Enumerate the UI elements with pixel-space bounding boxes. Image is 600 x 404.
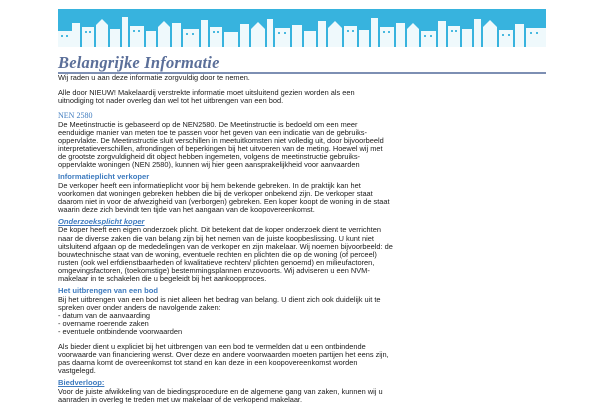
onderzoek-line: makelaar in te schakelen die u begeleidt bij het aankoopproces. (58, 274, 267, 283)
bod-list (58, 312, 546, 336)
section-heading-informatieplicht: Informatieplicht verkoper (58, 172, 150, 182)
section-heading-onderzoeksplicht: Onderzoeksplicht koper (58, 217, 145, 227)
intro-text: Wij raden u aan deze informatie zorgvuldig door te nemen. (58, 73, 250, 82)
section-heading-biedverloop: Biedverloop: (58, 378, 105, 388)
onderzoek-line: omgevingsfactoren, (toekomstige) bestemmingsplannen enzovoorts. Wij adviseren u een NVM- (58, 265, 370, 275)
nen-line: oppervlakte. De Meetinstructie sluit verschillen in meetuitkomsten niet volledig uit, door bijvoorbeeld (58, 135, 384, 145)
info-line: voorkomen dat woningen gebreken hebben die bij de verkoper onbekend zijn. De verkoper staat (58, 188, 373, 198)
nen-line: eenduidige manier van meten toe te passen voor het geven van een indicatie van de gebruiks- (58, 127, 367, 137)
bod-line: vastgelegd. (58, 366, 96, 376)
onderzoek-line: De koper heeft een eigen onderzoek plicht. Dit betekent dat de koper onderzoek dient te verrichten (58, 225, 381, 235)
info-line: De verkoper heeft een informatieplicht voor bij hem bekende gebreken. In de praktijk kan het (58, 180, 361, 190)
list-item: - overname roerende zaken (58, 320, 546, 328)
bod-line: Als bieder dient u expliciet bij het uitbrengen van een bod te vermelden dat u een ontbindende (58, 341, 366, 351)
onderzoek-line: naar de diverse zaken die van belang zijn bij het nemen van de juiste koopbeslissing. U kunt niet (58, 233, 374, 243)
bod-line: spreken over onder anders de navolgende zaken: (58, 302, 221, 312)
onderzoek-line: uitsluitend afgaan op de mededelingen van de verkoper en zijn makelaar. Wij noemen bijvoorbeeld: de (58, 241, 393, 251)
nen-line: de grootste zorgvuldigheid dit object hebben ingemeten, volgens de meetinstructie gebruiks- (58, 152, 360, 162)
document-body (58, 74, 546, 404)
bied-line: aanraden in overleg te treden met uw makelaar of de verkopend makelaar. (58, 394, 303, 404)
page-title: Belangrijke Informatie (58, 53, 220, 72)
list-item: - datum van de aanvaarding (58, 312, 546, 320)
nen-line: interpretatieverschillen, afrondingen of beperkingen bij het uitvoeren van de meting. Hoewel wij met (58, 143, 383, 153)
nen-line: oppervlakte woningen (NEN 2580), kunnen wij hier geen aansprakelijkheid voor aanvaarden (58, 160, 360, 170)
header-banner (58, 9, 546, 47)
section-heading-nen: NEN 2580 (58, 111, 93, 121)
intro-line: uitnodiging tot nader overleg dan wel tot het uitbrengen van een bod. (58, 96, 284, 106)
bod-line: pas daarna komt de overeenkomst tot stand en kan deze in een koopovereenkomst worden (58, 358, 358, 368)
info-line: waarin deze zich bevindt ten tijde van het aangaan van de koopovereenkomst. (58, 204, 315, 214)
onderzoek-line: bouwtechnische staat van de woning, eventuele rechten en plichten die op de woning (of perceel) (58, 249, 377, 259)
list-item: - eventuele ontbindende voorwaarden (58, 328, 546, 336)
onderzoek-line: rusten (ook wel erfdienstbaarheden of kwalitatieve rechten/ plichten genoemd) en milieufactoren, (58, 257, 375, 267)
info-line: daarom niet in voor de afwezigheid van (verborgen) gebreken. Een koper koopt de woning in de staat (58, 196, 390, 206)
city-skyline-graphic (58, 9, 546, 47)
section-heading-bod: Het uitbrengen van een bod (58, 286, 158, 296)
bied-line: Voor de juiste afwikkeling van de biedingsprocedure en de algemene gang van zaken, kunnen wij u (58, 386, 383, 396)
bod-line: voorwaarde van financiering wenst. Over deze en andere voorwaarden moeten partijen het eens zijn, (58, 350, 389, 360)
intro-line: Alle door NIEUW! Makelaardij verstrekte informatie moet uitsluitend gezien worden als een (58, 88, 355, 98)
bod-line: Bij het uitbrengen van een bod is niet alleen het bedrag van belang. U dient zich ook duidelijk uit te (58, 294, 381, 304)
nen-line: De Meetinstructie is gebaseerd op de NEN2580. De Meetinstructie is bedoeld om een meer (58, 119, 358, 129)
